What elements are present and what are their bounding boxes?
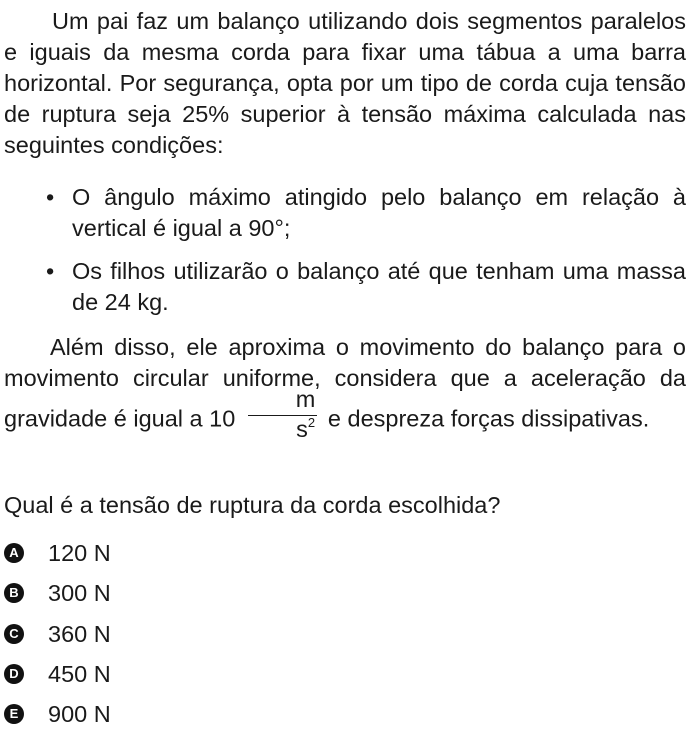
option-value: 120 N — [48, 540, 111, 566]
bullet-icon: • — [46, 258, 55, 284]
problem-paragraph-2 — [4, 332, 686, 447]
option-value: 300 N — [48, 580, 111, 606]
option-value: 900 N — [48, 701, 111, 727]
fraction-denominator-base: s — [296, 415, 308, 442]
bullet-text: Os filhos utilizarão o balanço até que tenham uma massa de 24 kg. — [72, 258, 686, 315]
option-letter-e-icon: E — [4, 704, 24, 724]
paragraph-2-text-after: e despreza forças dissipativas. — [327, 405, 650, 432]
gravity-unit-fraction — [248, 388, 318, 441]
paragraph-2-text-before: Além disso, ele aproxima o movimento do balanço para o movimento circular uniforme, considera que a aceleração da gravidade é igual a 10 — [4, 334, 686, 432]
question-text: Qual é a tensão de ruptura da corda escolhida? — [4, 492, 501, 518]
bullet-text: O ângulo máximo atingido pelo balanço em relação à vertical é igual a 90°; — [72, 184, 686, 241]
option-letter-d-icon: D — [4, 664, 24, 684]
option-letter-b-icon: B — [4, 583, 24, 603]
option-value: 360 N — [48, 621, 111, 647]
fraction-numerator: m — [295, 386, 316, 412]
fraction-denominator — [248, 415, 318, 442]
option-value: 450 N — [48, 661, 111, 687]
option-letter-c-icon: C — [4, 624, 24, 644]
bullet-item — [46, 182, 686, 244]
problem-paragraph-1: Um pai faz um balanço utilizando dois segmentos paralelos e iguais da mesma corda para fixar uma tábua a uma barra horizontal. Por segurança, opta por um tipo de corda cuja tensão de ruptura seja 25% superior à tensão máxima calculada nas seguintes condições: — [4, 8, 686, 158]
fraction-exponent: 2 — [307, 414, 316, 430]
bullet-icon: • — [46, 184, 55, 210]
bullet-item — [46, 256, 686, 318]
option-letter-a-icon: A — [4, 543, 24, 563]
